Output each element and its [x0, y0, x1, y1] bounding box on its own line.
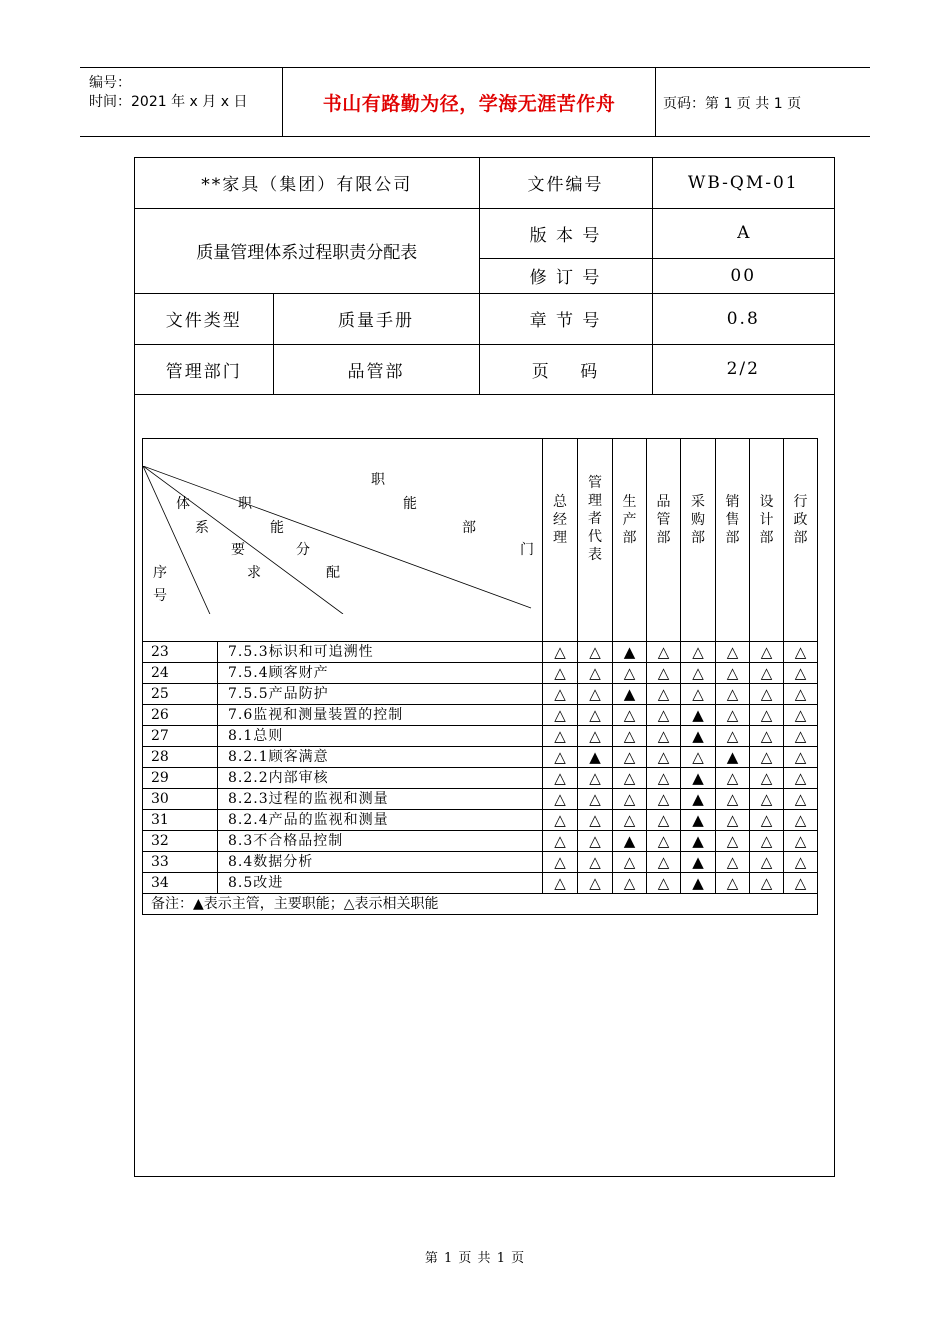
responsibility-mark: ▲: [681, 810, 716, 831]
responsibility-mark: △: [784, 642, 818, 663]
responsibility-mark: ▲: [716, 747, 750, 768]
responsibility-mark: △: [578, 789, 613, 810]
dept-label-6: 设计部: [759, 494, 774, 546]
row-number: 32: [143, 831, 218, 852]
page-footer: 第 1 页 共 1 页: [424, 1251, 526, 1266]
chapter-label: 章 节 号: [479, 293, 652, 344]
row-number: 31: [143, 810, 218, 831]
dept-label-2: 生产部: [622, 494, 637, 546]
responsibility-mark: △: [716, 705, 750, 726]
row-item: 8.2.1顾客满意: [218, 747, 543, 768]
responsibility-mark: ▲: [681, 852, 716, 873]
responsibility-mark: △: [716, 831, 750, 852]
dept-header-0: [543, 439, 578, 642]
dept-header-4: [681, 439, 716, 642]
responsibility-mark: △: [613, 852, 647, 873]
responsibility-mark: △: [543, 747, 578, 768]
dept-label-4: 采购部: [691, 494, 705, 546]
responsibility-mark: △: [716, 852, 750, 873]
responsibility-mark: △: [716, 768, 750, 789]
diag-text-9: 分: [296, 542, 310, 558]
responsibility-mark: △: [784, 663, 818, 684]
dept-header-3: [647, 439, 681, 642]
diag-text-2: 体: [176, 496, 190, 512]
motto: 书山有路勤为径，学海无涯苦作舟: [322, 92, 616, 115]
responsibility-mark: △: [681, 684, 716, 705]
responsibility-mark: △: [613, 726, 647, 747]
header-meta: [80, 68, 282, 136]
diag-text-11: 序: [153, 565, 167, 581]
page-label: 页 码: [479, 344, 652, 394]
table-row: [143, 852, 818, 873]
chapter-value: 0.8: [652, 293, 834, 344]
responsibility-mark: △: [784, 684, 818, 705]
row-item: 8.2.2内部审核: [218, 768, 543, 789]
responsibility-mark: △: [784, 789, 818, 810]
table-row: [143, 831, 818, 852]
row-item: 8.4数据分析: [218, 852, 543, 873]
row-item: 8.2.3过程的监视和测量: [218, 789, 543, 810]
table-row: [143, 768, 818, 789]
responsibility-mark: ▲: [681, 873, 716, 894]
responsibility-mark: △: [613, 768, 647, 789]
table-row: [143, 684, 818, 705]
row-item: 8.2.4产品的监视和测量: [218, 810, 543, 831]
row-number: 29: [143, 768, 218, 789]
responsibility-mark: △: [543, 873, 578, 894]
responsibility-mark: △: [681, 663, 716, 684]
file-no-value: WB-QM-01: [652, 158, 834, 208]
responsibility-mark: △: [784, 747, 818, 768]
responsibility-mark: △: [647, 810, 681, 831]
doc-info-table: [135, 158, 834, 395]
responsibility-mark: ▲: [681, 768, 716, 789]
responsibility-rows: [143, 642, 818, 894]
responsibility-mark: △: [750, 810, 784, 831]
dept-value: 品管部: [273, 344, 479, 394]
dept-header-6: [750, 439, 784, 642]
responsibility-mark: △: [543, 831, 578, 852]
diagonal-header-cell: [143, 439, 543, 642]
row-item: 7.5.4顾客财产: [218, 663, 543, 684]
diag-text-5: 系: [195, 520, 209, 536]
table-row: [143, 642, 818, 663]
dept-label-3: 品管部: [656, 494, 671, 546]
table-row: [143, 747, 818, 768]
responsibility-mark: △: [647, 684, 681, 705]
dept-header-1: [578, 439, 613, 642]
responsibility-mark: △: [784, 705, 818, 726]
dept-header-7: [784, 439, 818, 642]
type-value: 质量手册: [273, 293, 479, 344]
table-row: [143, 726, 818, 747]
dept-header-5: [716, 439, 750, 642]
time-label: 时间：2021 年 x 月 x 日: [89, 94, 248, 110]
responsibility-mark: △: [647, 726, 681, 747]
responsibility-mark: △: [543, 705, 578, 726]
responsibility-mark: △: [578, 768, 613, 789]
responsibility-mark: △: [613, 747, 647, 768]
table-row: [143, 873, 818, 894]
responsibility-mark: △: [613, 873, 647, 894]
responsibility-mark: ▲: [613, 642, 647, 663]
responsibility-mark: △: [578, 705, 613, 726]
responsibility-mark: △: [543, 810, 578, 831]
dept-header-2: [613, 439, 647, 642]
file-no-label: 文件编号: [479, 158, 652, 208]
responsibility-mark: △: [681, 747, 716, 768]
diagonal-header: [143, 466, 542, 614]
row-number: 30: [143, 789, 218, 810]
header-motto-cell: [282, 68, 656, 136]
responsibility-mark: △: [543, 684, 578, 705]
row-item: 7.6监视和测量装置的控制: [218, 705, 543, 726]
diag-text-8: 要: [231, 542, 245, 558]
responsibility-mark: △: [613, 789, 647, 810]
table-row: [143, 663, 818, 684]
responsibility-mark: △: [578, 642, 613, 663]
responsibility-mark: △: [543, 642, 578, 663]
responsibility-mark: △: [647, 705, 681, 726]
diag-text-7: 部: [462, 520, 476, 536]
diag-text-10: 门: [520, 542, 534, 558]
responsibility-mark: ▲: [578, 747, 613, 768]
responsibility-mark: △: [578, 873, 613, 894]
version-label: 版 本 号: [479, 208, 652, 258]
row-number: 33: [143, 852, 218, 873]
responsibility-mark: △: [750, 642, 784, 663]
responsibility-mark: △: [716, 789, 750, 810]
version-value: A: [652, 208, 834, 258]
diag-text-3: 职: [238, 496, 252, 512]
row-number: 28: [143, 747, 218, 768]
dept-label-7: 行政部: [793, 494, 808, 546]
responsibility-mark: △: [543, 789, 578, 810]
responsibility-mark: △: [647, 852, 681, 873]
row-number: 27: [143, 726, 218, 747]
diag-text-13: 配: [326, 565, 340, 581]
responsibility-mark: △: [750, 747, 784, 768]
table-row: [143, 705, 818, 726]
row-number: 24: [143, 663, 218, 684]
dept-label-1: 管理者代表: [588, 475, 602, 563]
responsibility-mark: △: [784, 831, 818, 852]
diag-text-12: 求: [247, 565, 261, 581]
row-number: 26: [143, 705, 218, 726]
diag-text-4: 能: [403, 496, 417, 512]
diag-text-14: 号: [153, 588, 167, 604]
responsibility-mark: ▲: [681, 726, 716, 747]
responsibility-mark: △: [613, 663, 647, 684]
header-page-info: 页码：第 1 页 共 1 页: [663, 96, 802, 112]
responsibility-mark: △: [750, 705, 784, 726]
dept-label: 管理部门: [135, 344, 273, 394]
responsibility-mark: ▲: [681, 831, 716, 852]
responsibility-mark: △: [750, 663, 784, 684]
responsibility-mark: △: [681, 642, 716, 663]
responsibility-mark: △: [647, 789, 681, 810]
responsibility-mark: △: [578, 852, 613, 873]
responsibility-mark: △: [543, 768, 578, 789]
type-label: 文件类型: [135, 293, 273, 344]
responsibility-mark: △: [716, 642, 750, 663]
row-item: 8.1总则: [218, 726, 543, 747]
responsibility-mark: △: [750, 873, 784, 894]
responsibility-mark: △: [578, 831, 613, 852]
responsibility-mark: △: [578, 810, 613, 831]
responsibility-mark: △: [716, 726, 750, 747]
row-item: 8.3不合格品控制: [218, 831, 543, 852]
responsibility-mark: △: [716, 663, 750, 684]
responsibility-mark: △: [647, 642, 681, 663]
responsibility-mark: △: [613, 810, 647, 831]
page-header: [80, 67, 870, 137]
responsibility-table: [142, 438, 818, 915]
responsibility-mark: △: [750, 852, 784, 873]
row-number: 25: [143, 684, 218, 705]
responsibility-mark: △: [543, 663, 578, 684]
responsibility-mark: △: [784, 810, 818, 831]
responsibility-mark: △: [578, 684, 613, 705]
diag-text-1: 职: [371, 472, 385, 488]
responsibility-mark: △: [716, 684, 750, 705]
responsibility-mark: △: [647, 831, 681, 852]
row-item: 8.5改进: [218, 873, 543, 894]
responsibility-mark: △: [750, 831, 784, 852]
responsibility-mark: △: [784, 726, 818, 747]
table-row: [143, 789, 818, 810]
responsibility-mark: △: [716, 873, 750, 894]
row-item: 7.5.3标识和可追溯性: [218, 642, 543, 663]
dept-label-5: 销售部: [725, 494, 740, 546]
responsibility-mark: △: [613, 705, 647, 726]
responsibility-mark: ▲: [613, 831, 647, 852]
responsibility-mark: △: [750, 684, 784, 705]
dept-label-0: 总经理: [553, 494, 567, 546]
responsibility-mark: △: [543, 852, 578, 873]
diag-text-6: 能: [270, 520, 284, 536]
responsibility-mark: △: [750, 726, 784, 747]
responsibility-mark: △: [750, 789, 784, 810]
responsibility-mark: △: [784, 768, 818, 789]
page-value: 2/2: [652, 344, 834, 394]
table-row: [143, 810, 818, 831]
doc-title: 质量管理体系过程职责分配表: [135, 208, 479, 293]
responsibility-mark: ▲: [681, 705, 716, 726]
responsibility-mark: ▲: [681, 789, 716, 810]
row-item: 7.5.5产品防护: [218, 684, 543, 705]
diagonal-lines: [143, 466, 543, 614]
responsibility-mark: △: [543, 726, 578, 747]
responsibility-mark: △: [578, 663, 613, 684]
responsibility-mark: △: [578, 726, 613, 747]
table-note: 备注：▲表示主管，主要职能；△表示相关职能: [143, 894, 818, 915]
number-label: 编号：: [89, 75, 131, 91]
revision-value: 00: [652, 258, 834, 293]
responsibility-mark: △: [716, 810, 750, 831]
responsibility-mark: △: [647, 747, 681, 768]
company-name: **家具（集团）有限公司: [135, 158, 479, 208]
responsibility-mark: △: [750, 768, 784, 789]
responsibility-mark: △: [784, 873, 818, 894]
responsibility-mark: ▲: [613, 684, 647, 705]
responsibility-mark: △: [647, 768, 681, 789]
responsibility-mark: △: [647, 873, 681, 894]
revision-label: 修 订 号: [479, 258, 652, 293]
responsibility-mark: △: [647, 663, 681, 684]
responsibility-mark: △: [784, 852, 818, 873]
row-number: 23: [143, 642, 218, 663]
row-number: 34: [143, 873, 218, 894]
